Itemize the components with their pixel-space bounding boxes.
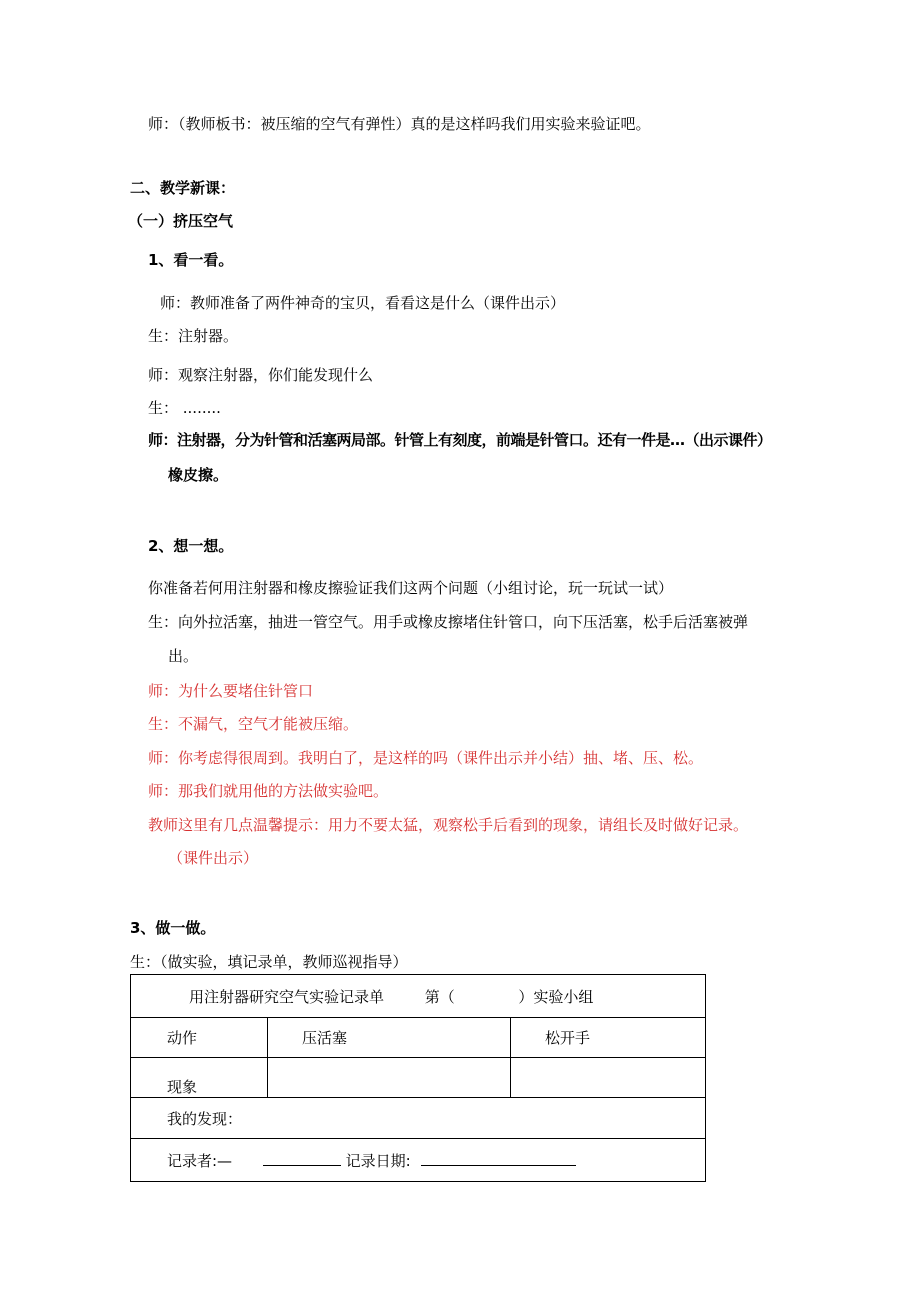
dialogue-student-3-cont: 出。 [168,647,199,665]
header-press-cell [268,1018,511,1058]
recorder-blank[interactable] [263,1151,341,1166]
group-prefix: 第（ [424,987,455,1006]
dialogue-student-3: 生：向外拉活塞，抽进一管空气。用手或橡皮擦堵住针管口，向下压活塞，松手后活塞被弹 [148,613,749,631]
intro-line: 师：（教师板书：被压缩的空气有弹性）真的是这样吗我们用实验来验证吧。 [148,115,651,133]
date-label: 记录日期: [345,1151,411,1170]
header-release: 松开手 [545,1029,591,1047]
recorder-cell [131,1139,706,1182]
recorder-label: 记录者:— [167,1151,233,1170]
red-line-4: 师：那我们就用他的方法做实验吧。 [148,782,389,800]
dialogue-student-4: 生：（做实验，填记录单，教师巡视指导） [130,953,408,971]
step-heading-do: 3、做一做。 [130,919,216,937]
step-heading-think: 2、想一想。 [148,537,234,555]
dialogue-student-2: 生： ........ [148,399,221,417]
section-heading-teaching: 二、教学新课： [130,179,236,197]
header-action-cell [131,1018,268,1058]
table-recorder-row [131,1139,706,1182]
finding-label: 我的发现： [167,1109,243,1128]
group-suffix: ）实验小组 [518,987,594,1006]
finding-cell[interactable] [131,1098,706,1139]
dialogue-teacher-3-cont: 橡皮擦。 [168,466,229,484]
dialogue-teacher-3: 师：注射器，分为针管和活塞两局部。针管上有刻度，前端是针管口。还有一件是…（出示课件） [148,431,772,449]
phenomenon-label: 现象 [167,1078,198,1096]
phenomenon-release-cell[interactable] [511,1058,706,1098]
experiment-record-table [130,974,706,1182]
table-finding-row [131,1098,706,1139]
phenomenon-press-cell[interactable] [268,1058,511,1098]
subsection-heading-squeeze-air: （一）挤压空气 [128,212,234,230]
header-press: 压活塞 [302,1029,348,1047]
table-header-row [131,1018,706,1058]
red-line-3: 师：你考虑得很周到。我明白了，是这样的吗（课件出示并小结）抽、堵、压、松。 [148,749,704,767]
red-line-1: 师：为什么要堵住针管口 [148,682,314,700]
header-action: 动作 [167,1029,198,1047]
phenomenon-label-cell [131,1058,268,1098]
header-release-cell [511,1018,706,1058]
date-blank[interactable] [421,1151,576,1166]
red-line-5: 教师这里有几点温馨提示：用力不要太猛，观察松手后看到的现象，请组长及时做好记录。 [148,816,749,834]
dialogue-student-1: 生：注射器。 [148,327,239,345]
dialogue-teacher-1: 师：教师准备了两件神奇的宝贝，看看这是什么（课件出示） [160,294,566,312]
question-line: 你准备若何用注射器和橡皮擦验证我们这两个问题（小组讨论，玩一玩试一试） [148,579,674,597]
table-phenomenon-row [131,1058,706,1098]
step-heading-look: 1、看一看。 [148,251,234,269]
dialogue-teacher-2: 师：观察注射器，你们能发现什么 [148,366,374,384]
table-title-row [131,975,706,1018]
table-title: 用注射器研究空气实验记录单 [189,987,385,1006]
red-line-2: 生：不漏气，空气才能被压缩。 [148,715,359,733]
red-line-6: （课件出示） [168,849,259,867]
